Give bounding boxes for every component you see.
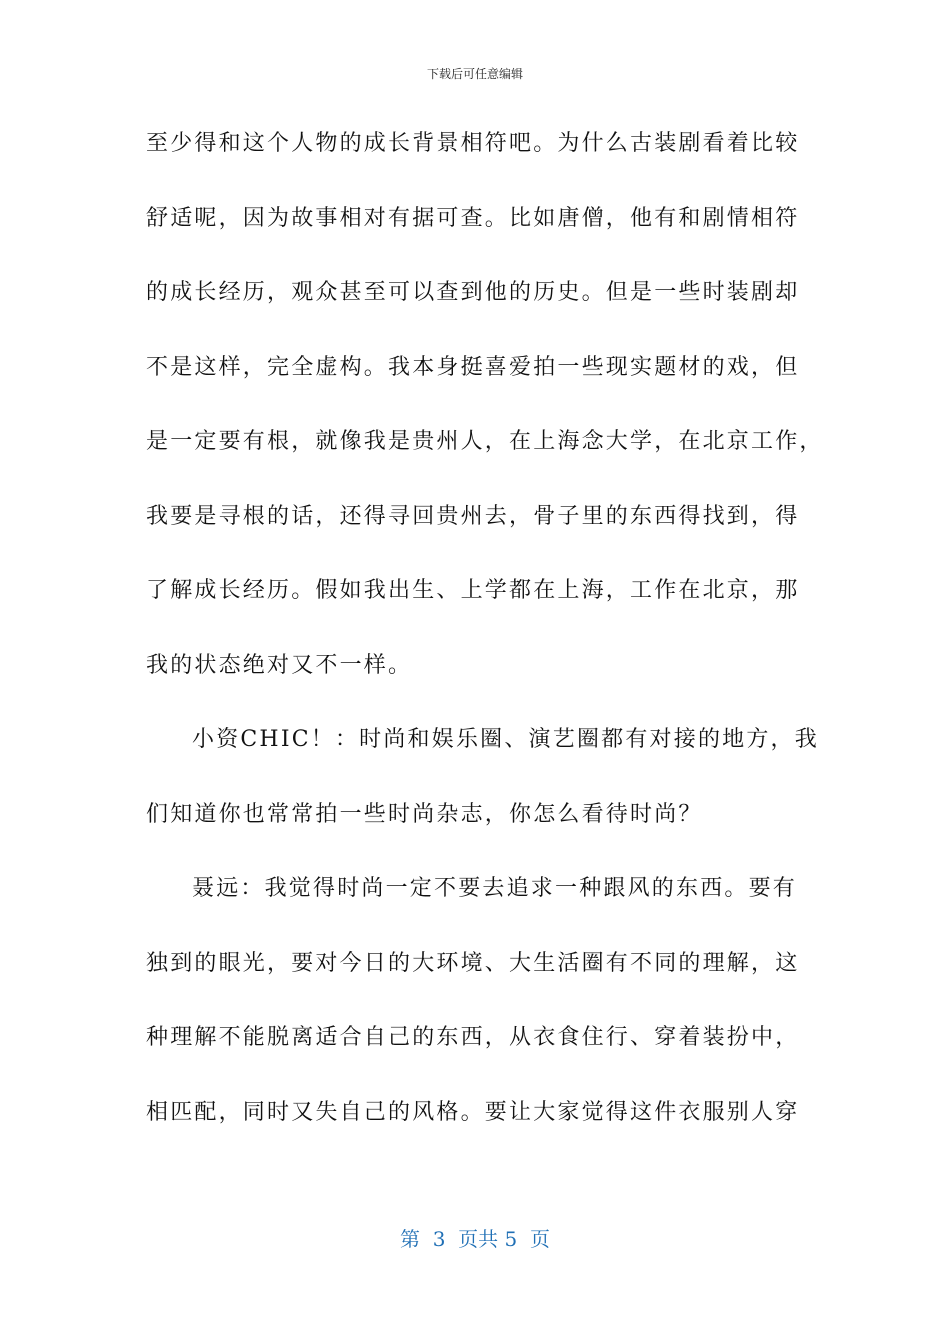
body-line: 独到的眼光，要对今日的大环境、大生活圈有不同的理解，这 [146, 950, 800, 976]
page-number-text: 第 3 页共 5 页 [400, 1227, 550, 1251]
body-line: 的成长经历，观众甚至可以查到他的历史。但是一些时装剧却 [146, 280, 800, 305]
body-line: 是一定要有根，就像我是贵州人，在上海念大学，在北京工作， [146, 429, 824, 454]
body-line-paragraph-start: 聂远：我觉得时尚一定不要去追求一种跟风的东西。要有 [192, 876, 798, 901]
body-line: 相匹配，同时又失自己的风格。要让大家觉得这件衣服别人穿 [146, 1099, 800, 1125]
body-line: 我要是寻根的话，还得寻回贵州去，骨子里的东西得找到，得 [146, 503, 800, 529]
body-line: 了解成长经历。假如我出生、上学都在上海，工作在北京，那 [146, 578, 800, 603]
document-body [146, 118, 826, 1161]
body-line: 舒适呢，因为故事相对有据可查。比如唐僧，他有和剧情相符 [146, 205, 800, 231]
body-line: 们知道你也常常拍一些时尚杂志，你怎么看待时尚？ [146, 801, 703, 827]
page-number-footer [0, 1226, 950, 1252]
body-line: 我的状态绝对又不一样。 [146, 652, 413, 678]
body-line: 种理解不能脱离适合自己的东西，从衣食住行、穿着装扮中， [146, 1025, 800, 1050]
body-line: 至少得和这个人物的成长背景相符吧。为什么古装剧看着比较 [146, 131, 800, 156]
body-line: 不是这样，完全虚构。我本身挺喜爱拍一些现实题材的戏，但 [146, 354, 800, 380]
page-header: 下载后可任意编辑 [426, 67, 523, 81]
body-line-paragraph-start: 小资CHIC！：时尚和娱乐圈、演艺圈都有对接的地方，我 [192, 727, 819, 752]
